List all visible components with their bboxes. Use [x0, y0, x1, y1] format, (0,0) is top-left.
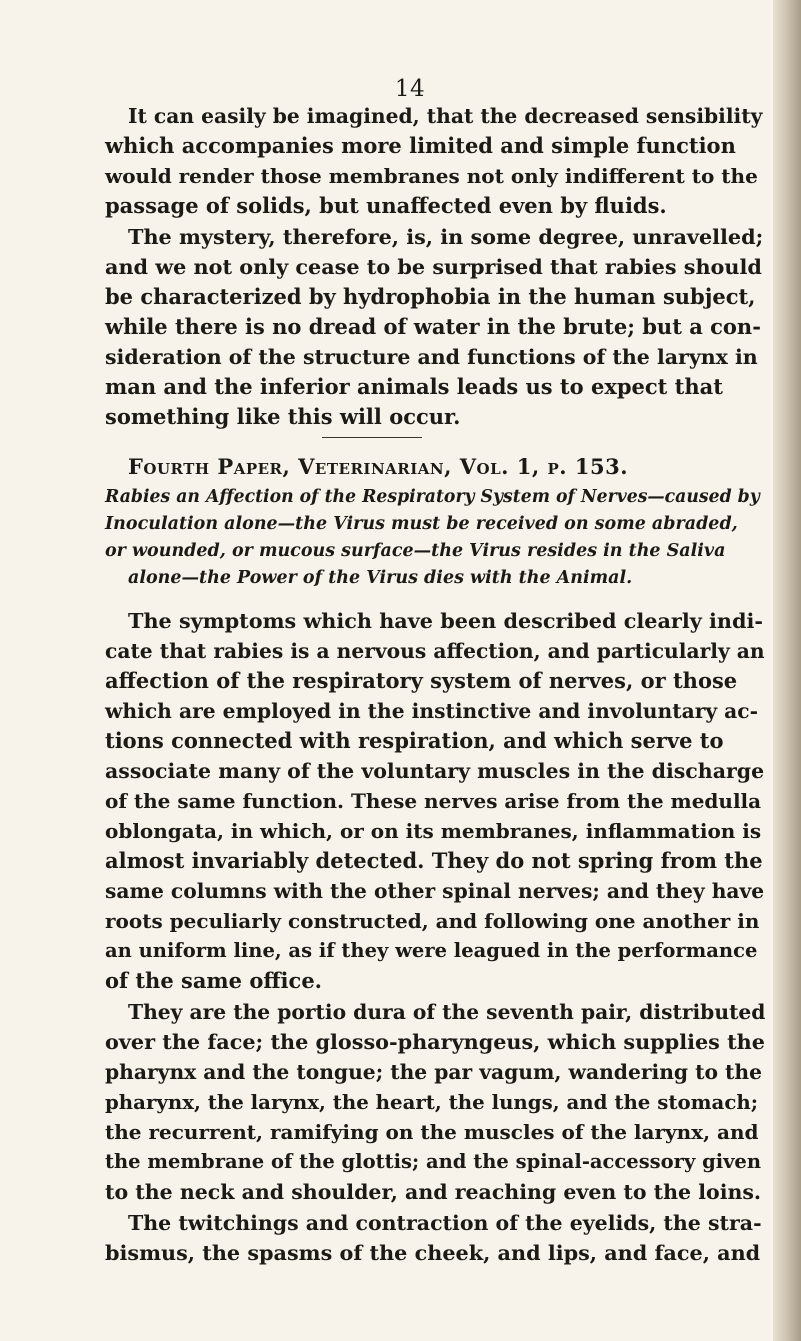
paragraph3-line: of the same office. [105, 968, 322, 993]
section-summary-line: alone—the Power of the Virus dies with the Animal. [128, 568, 633, 588]
paragraph2-line: and we not only cease to be surprised that rabies should [105, 255, 762, 279]
paragraph3-line: almost invariably detected. They do not spring from the [105, 848, 763, 873]
paragraph3-line: an uniform line, as if they were leagued in the performance [105, 939, 758, 962]
section-heading: Fourth Paper, Veterinarian, Vol. 1, p. 153. [128, 454, 629, 479]
paragraph3-line: same columns with the other spinal nerves; and they have [105, 879, 765, 903]
paragraph2-line: be characterized by hydrophobia in the human subject, [105, 284, 756, 309]
section-summary-line: Inoculation alone—the Virus must be received on some abraded, [105, 514, 738, 534]
paragraph4-line: the recurrent, ramifying on the muscles of the larynx, and [105, 1120, 759, 1144]
paragraph2-line: man and the inferior animals leads us to expect that [105, 374, 723, 399]
paragraph1-line: would render those membranes not only indifferent to the [105, 164, 758, 188]
paragraph1-line: passage of solids, but unaffected even by fluids. [105, 193, 667, 218]
paragraph4-line: pharynx and the tongue; the par vagum, wandering to the [105, 1060, 763, 1084]
paragraph3-line: The symptoms which have been described clearly indi- [128, 609, 763, 633]
paragraph2-line: something like this will occur. [105, 404, 461, 429]
section-summary-line: Rabies an Affection of the Respiratory System of Nerves—caused by [105, 487, 760, 507]
paragraph4-line: the membrane of the glottis; and the spinal-accessory given [105, 1150, 762, 1173]
section-summary-line: or wounded, or mucous surface—the Virus resides in the Saliva [105, 541, 726, 561]
paragraph5-line: bismus, the spasms of the cheek, and lips, and face, and [105, 1241, 761, 1265]
paragraph2-line: The mystery, therefore, is, in some degree, unravelled; [128, 225, 764, 249]
paragraph4-line: pharynx, the larynx, the heart, the lungs, and the stomach; [105, 1090, 759, 1114]
paragraph3-line: of the same function. These nerves arise from the medulla [105, 789, 762, 813]
paragraph2-line: while there is no dread of water in the brute; but a con- [105, 314, 761, 339]
paragraph1-line: It can easily be imagined, that the decreased sensibility [128, 104, 763, 128]
paragraph3-line: tions connected with respiration, and which serve to [105, 728, 724, 753]
paragraph4-line: over the face; the glosso-pharyngeus, which supplies the [105, 1030, 765, 1054]
paragraph3-line: associate many of the voluntary muscles in the discharge [105, 759, 765, 783]
paragraph1-line: which accompanies more limited and simple function [105, 133, 736, 158]
page-edge-shadow [773, 0, 801, 1341]
section-divider [322, 437, 422, 438]
paragraph3-line: cate that rabies is a nervous affection, and particularly an [105, 639, 765, 663]
page-number: 14 [394, 76, 426, 102]
paragraph5-line: The twitchings and contraction of the eyelids, the stra- [128, 1211, 762, 1235]
paragraph4-line: to the neck and shoulder, and reaching even to the loins. [105, 1180, 762, 1204]
paragraph3-line: roots peculiarly constructed, and following one another in [105, 909, 760, 933]
paragraph3-line: which are employed in the instinctive and involuntary ac- [105, 699, 759, 723]
paragraph3-line: affection of the respiratory system of nerves, or those [105, 668, 738, 693]
paragraph2-line: sideration of the structure and functions of the larynx in [105, 345, 758, 369]
paragraph3-line: oblongata, in which, or on its membranes, inflammation is [105, 819, 762, 843]
paragraph4-line: They are the portio dura of the seventh pair, distributed [128, 1000, 766, 1024]
